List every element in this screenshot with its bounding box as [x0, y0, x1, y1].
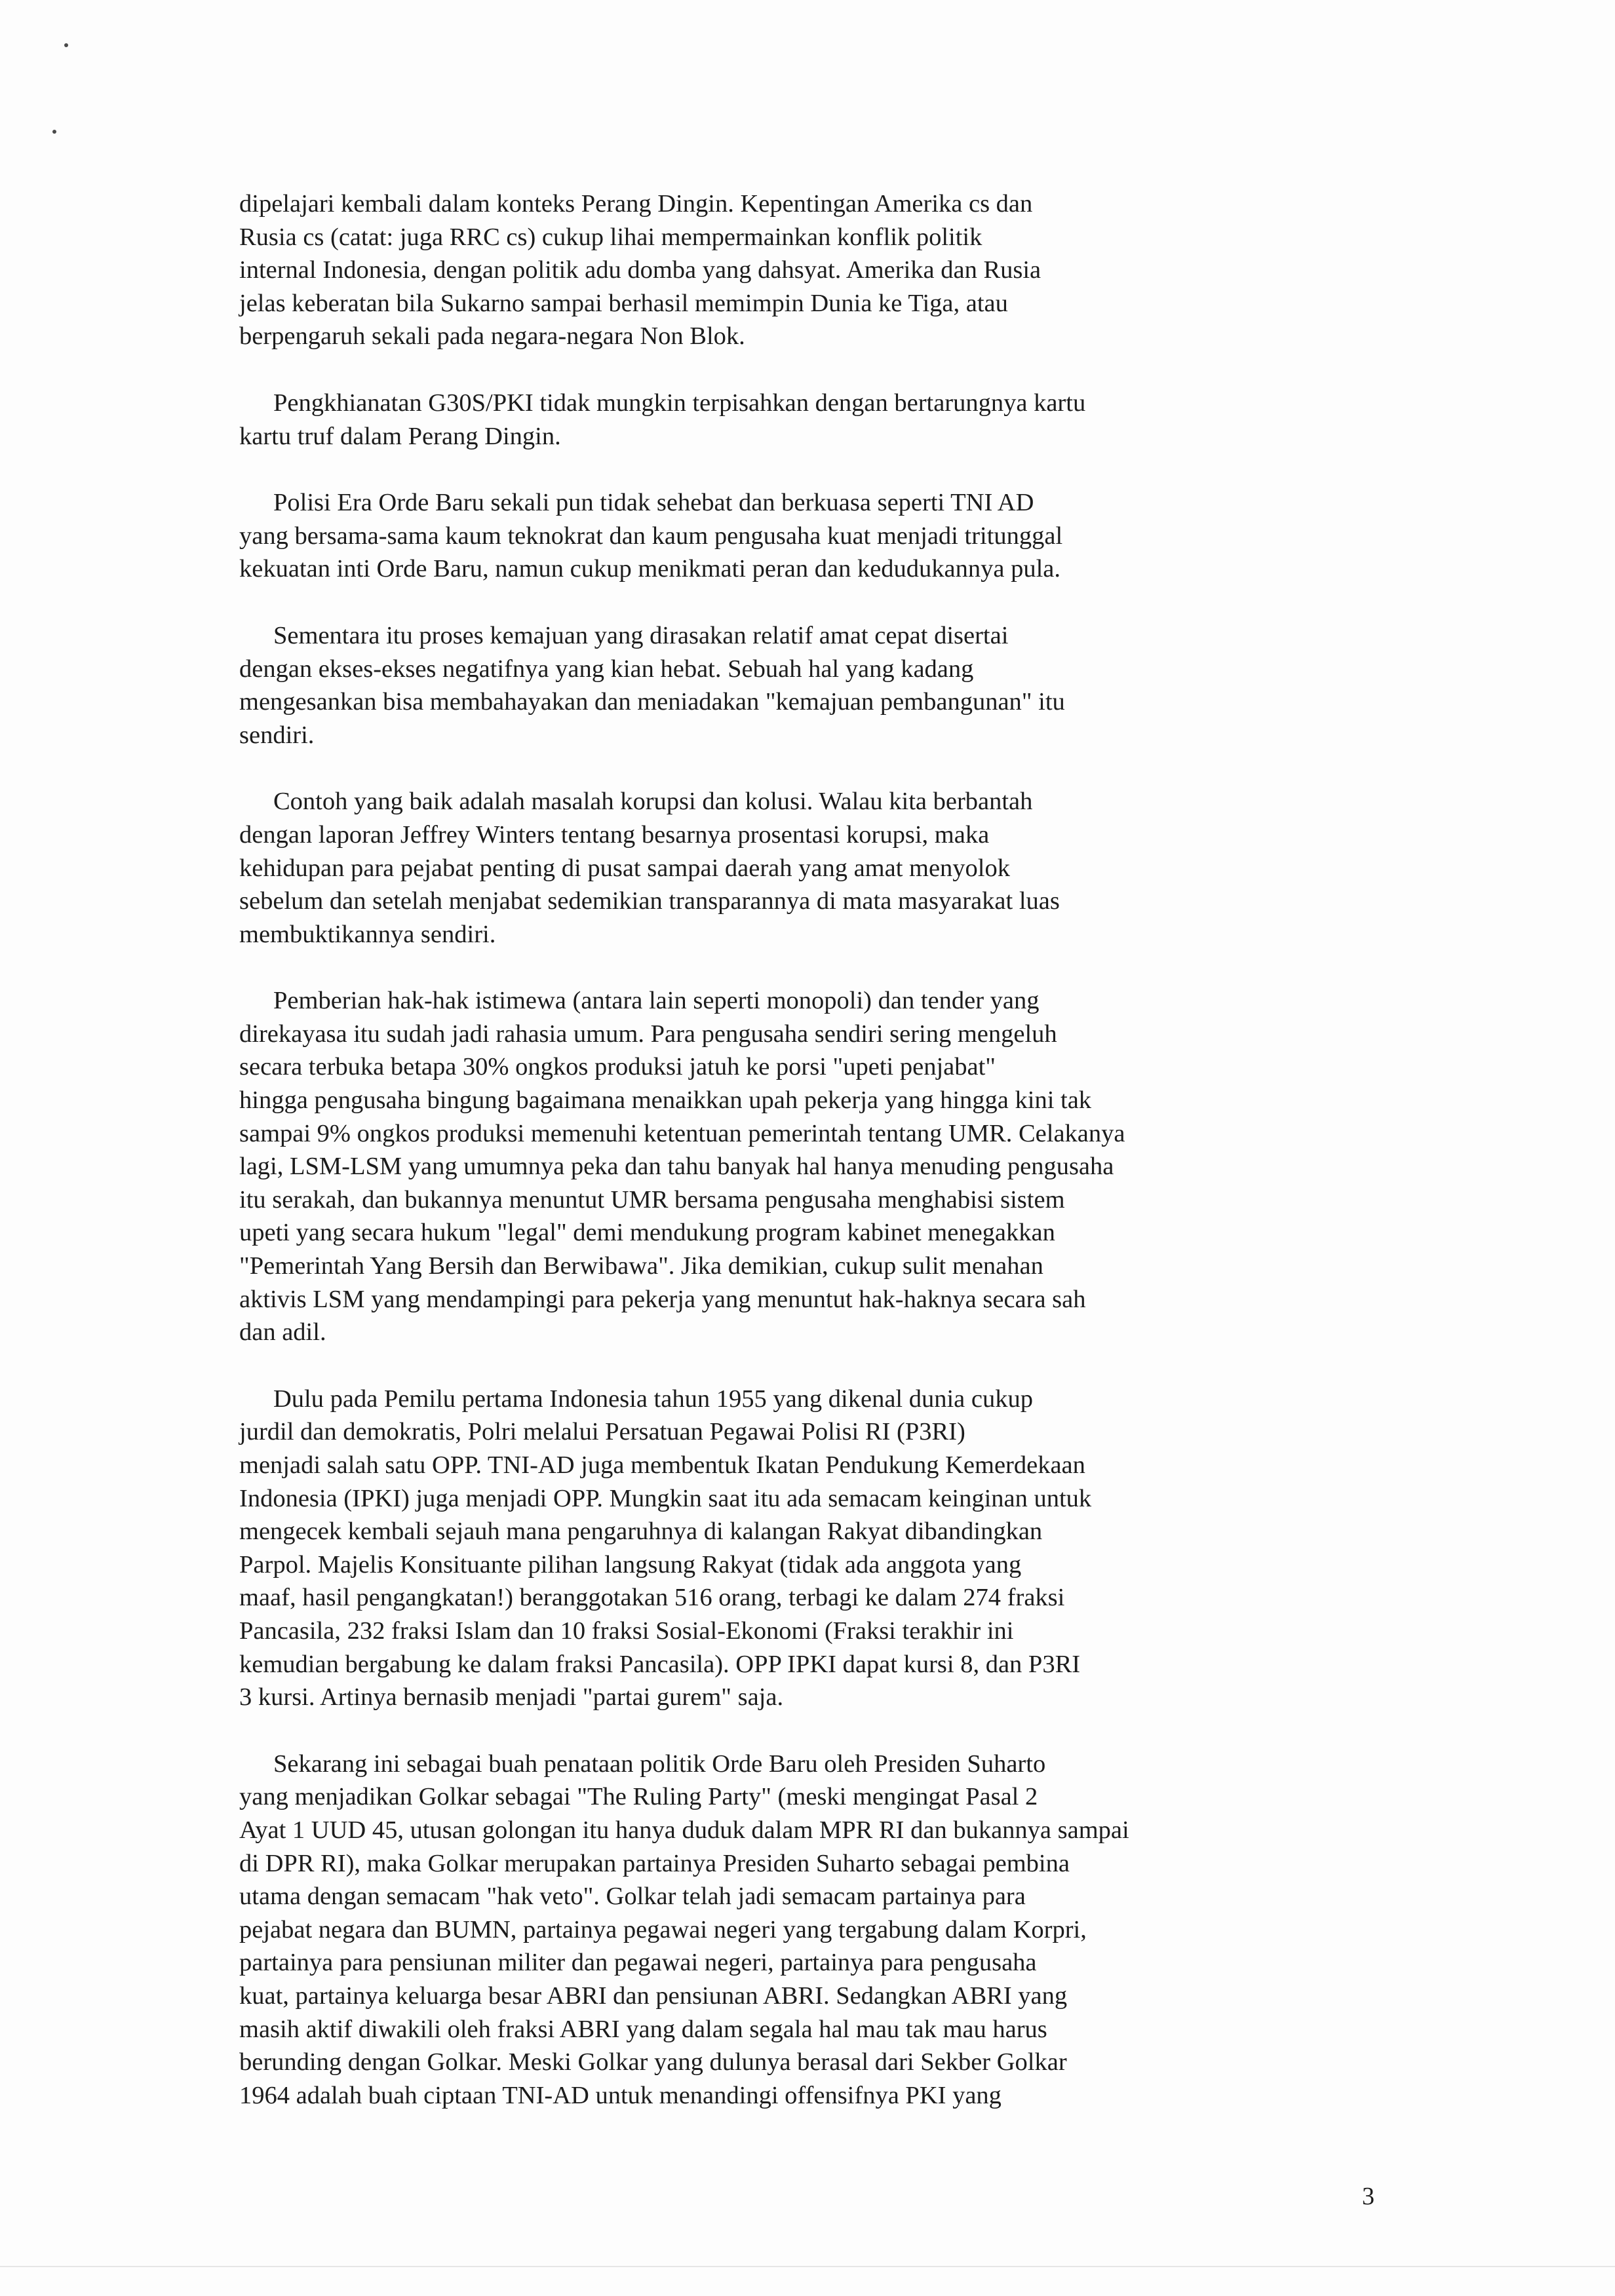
text-line: partainya para pensiunan militer dan pegawai negeri, partainya para pengusaha	[239, 1949, 1037, 1977]
text-line: Pancasila, 232 fraksi Islam dan 10 fraksi Sosial-Ekonomi (Fraksi terakhir ini	[239, 1617, 1014, 1645]
text-line: dan adil.	[239, 1318, 326, 1347]
text-line: "Pemerintah Yang Bersih dan Berwibawa". Jika demikian, cukup sulit menahan	[239, 1252, 1043, 1280]
text-line: Pemberian hak-hak istimewa (antara lain seperti monopoli) dan tender yang	[273, 987, 1040, 1015]
body-text	[239, 187, 1236, 2112]
text-line: utama dengan semacam "hak veto". Golkar telah jadi semacam partainya para	[239, 1883, 1026, 1911]
text-line: masih aktif diwakili oleh fraksi ABRI yang dalam segala hal mau tak mau harus	[239, 2015, 1047, 2043]
text-line: membuktikannya sendiri.	[239, 920, 496, 948]
text-line: Sementara itu proses kemajuan yang dirasakan relatif amat cepat disertai	[273, 621, 1009, 649]
paragraph	[239, 486, 1236, 586]
text-line: berpengaruh sekali pada negara-negara Non Blok.	[239, 322, 745, 351]
text-line: 3 kursi. Artinya bernasib menjadi "partai gurem" saja.	[239, 1683, 784, 1712]
text-line: menjadi salah satu OPP. TNI-AD juga membentuk Ikatan Pendukung Kemerdekaan	[239, 1451, 1085, 1479]
text-line: berunding dengan Golkar. Meski Golkar yang dulunya berasal dari Sekber Golkar	[239, 2048, 1067, 2076]
text-line: kekuatan inti Orde Baru, namun cukup menikmati peran dan kedudukannya pula.	[239, 555, 1061, 583]
paragraph	[239, 984, 1236, 1349]
paragraph	[239, 187, 1236, 353]
text-line: Pengkhianatan G30S/PKI tidak mungkin terpisahkan dengan bertarungnya kartu	[273, 389, 1086, 417]
text-line: lagi, LSM-LSM yang umumnya peka dan tahu banyak hal hanya menuding pengusaha	[239, 1153, 1114, 1181]
text-line: kartu truf dalam Perang Dingin.	[239, 422, 561, 450]
text-line: dengan laporan Jeffrey Winters tentang besarnya prosentasi korupsi, maka	[239, 820, 990, 849]
text-line: mengecek kembali sejauh mana pengaruhnya di kalangan Rakyat dibandingkan	[239, 1518, 1043, 1546]
scan-speck	[52, 130, 56, 134]
text-line: yang menjadikan Golkar sebagai "The Ruling Party" (meski mengingat Pasal 2	[239, 1783, 1038, 1811]
text-line: maaf, hasil pengangkatan!) beranggotakan 516 orang, terbagi ke dalam 274 fraksi	[239, 1584, 1065, 1612]
text-line: secara terbuka betapa 30% ongkos produksi jatuh ke porsi "upeti penjabat"	[239, 1053, 996, 1081]
text-line: Rusia cs (catat: juga RRC cs) cukup lihai mempermainkan konflik politik	[239, 223, 983, 251]
text-line: jurdil dan demokratis, Polri melalui Persatuan Pegawai Polisi RI (P3RI)	[239, 1418, 965, 1446]
text-line: kuat, partainya keluarga besar ABRI dan pensiunan ABRI. Sedangkan ABRI yang	[239, 1981, 1068, 2010]
text-line: itu serakah, dan bukannya menuntut UMR bersama pengusaha menghabisi sistem	[239, 1185, 1065, 1214]
text-line: Dulu pada Pemilu pertama Indonesia tahun 1955 yang dikenal dunia cukup	[273, 1385, 1033, 1413]
text-line: aktivis LSM yang mendampingi para pekerja yang menuntut hak-haknya secara sah	[239, 1285, 1086, 1313]
text-line: upeti yang secara hukum "legal" demi mendukung program kabinet menegakkan	[239, 1219, 1055, 1247]
text-line: sendiri.	[239, 721, 315, 749]
text-line: Polisi Era Orde Baru sekali pun tidak sehebat dan berkuasa seperti TNI AD	[273, 489, 1034, 517]
text-line: sampai 9% ongkos produksi memenuhi ketentuan pemerintah tentang UMR. Celakanya	[239, 1119, 1125, 1147]
text-line: dipelajari kembali dalam konteks Perang Dingin. Kepentingan Amerika cs dan	[239, 190, 1033, 218]
text-line: yang bersama-sama kaum teknokrat dan kaum pengusaha kuat menjadi tritunggal	[239, 522, 1063, 550]
text-line: internal Indonesia, dengan politik adu domba yang dahsyat. Amerika dan Rusia	[239, 256, 1041, 284]
text-line: Parpol. Majelis Konsituante pilihan langsung Rakyat (tidak ada anggota yang	[239, 1550, 1022, 1578]
page-number: 3	[1362, 2183, 1374, 2210]
text-line: direkayasa itu sudah jadi rahasia umum. Para pengusaha sendiri sering mengeluh	[239, 1020, 1057, 1048]
text-line: hingga pengusaha bingung bagaimana menaikkan upah pekerja yang hingga kini tak	[239, 1086, 1092, 1115]
text-line: Contoh yang baik adalah masalah korupsi dan kolusi. Walau kita berbantah	[273, 788, 1033, 816]
text-line: Indonesia (IPKI) juga menjadi OPP. Mungkin saat itu ada semacam keinginan untuk	[239, 1484, 1092, 1512]
scan-speck	[64, 43, 68, 47]
text-line: Ayat 1 UUD 45, utusan golongan itu hanya duduk dalam MPR RI dan bukannya sampai	[239, 1816, 1129, 1844]
paragraph	[239, 387, 1236, 453]
paragraph	[239, 1383, 1236, 1714]
scan-edge	[0, 2266, 1615, 2267]
text-line: 1964 adalah buah ciptaan TNI-AD untuk menandingi offensifnya PKI yang	[239, 2081, 1002, 2109]
text-line: kehidupan para pejabat penting di pusat sampai daerah yang amat menyolok	[239, 854, 1010, 882]
text-line: sebelum dan setelah menjabat sedemikian transparannya di mata masyarakat luas	[239, 887, 1060, 915]
text-line: di DPR RI), maka Golkar merupakan partainya Presiden Suharto sebagai pembina	[239, 1849, 1070, 1877]
text-line: mengesankan bisa membahayakan dan meniadakan "kemajuan pembangunan" itu	[239, 688, 1065, 716]
text-line: Sekarang ini sebagai buah penataan politik Orde Baru oleh Presiden Suharto	[273, 1750, 1046, 1778]
text-line: dengan ekses-ekses negatifnya yang kian hebat. Sebuah hal yang kadang	[239, 655, 974, 683]
text-line: jelas keberatan bila Sukarno sampai berhasil memimpin Dunia ke Tiga, atau	[239, 289, 1008, 317]
paragraph	[239, 619, 1236, 752]
text-line: kemudian bergabung ke dalam fraksi Pancasila). OPP IPKI dapat kursi 8, dan P3RI	[239, 1650, 1081, 1678]
text-line: pejabat negara dan BUMN, partainya pegawai negeri yang tergabung dalam Korpri,	[239, 1915, 1087, 1943]
paragraph	[239, 785, 1236, 951]
paragraph	[239, 1748, 1236, 2113]
